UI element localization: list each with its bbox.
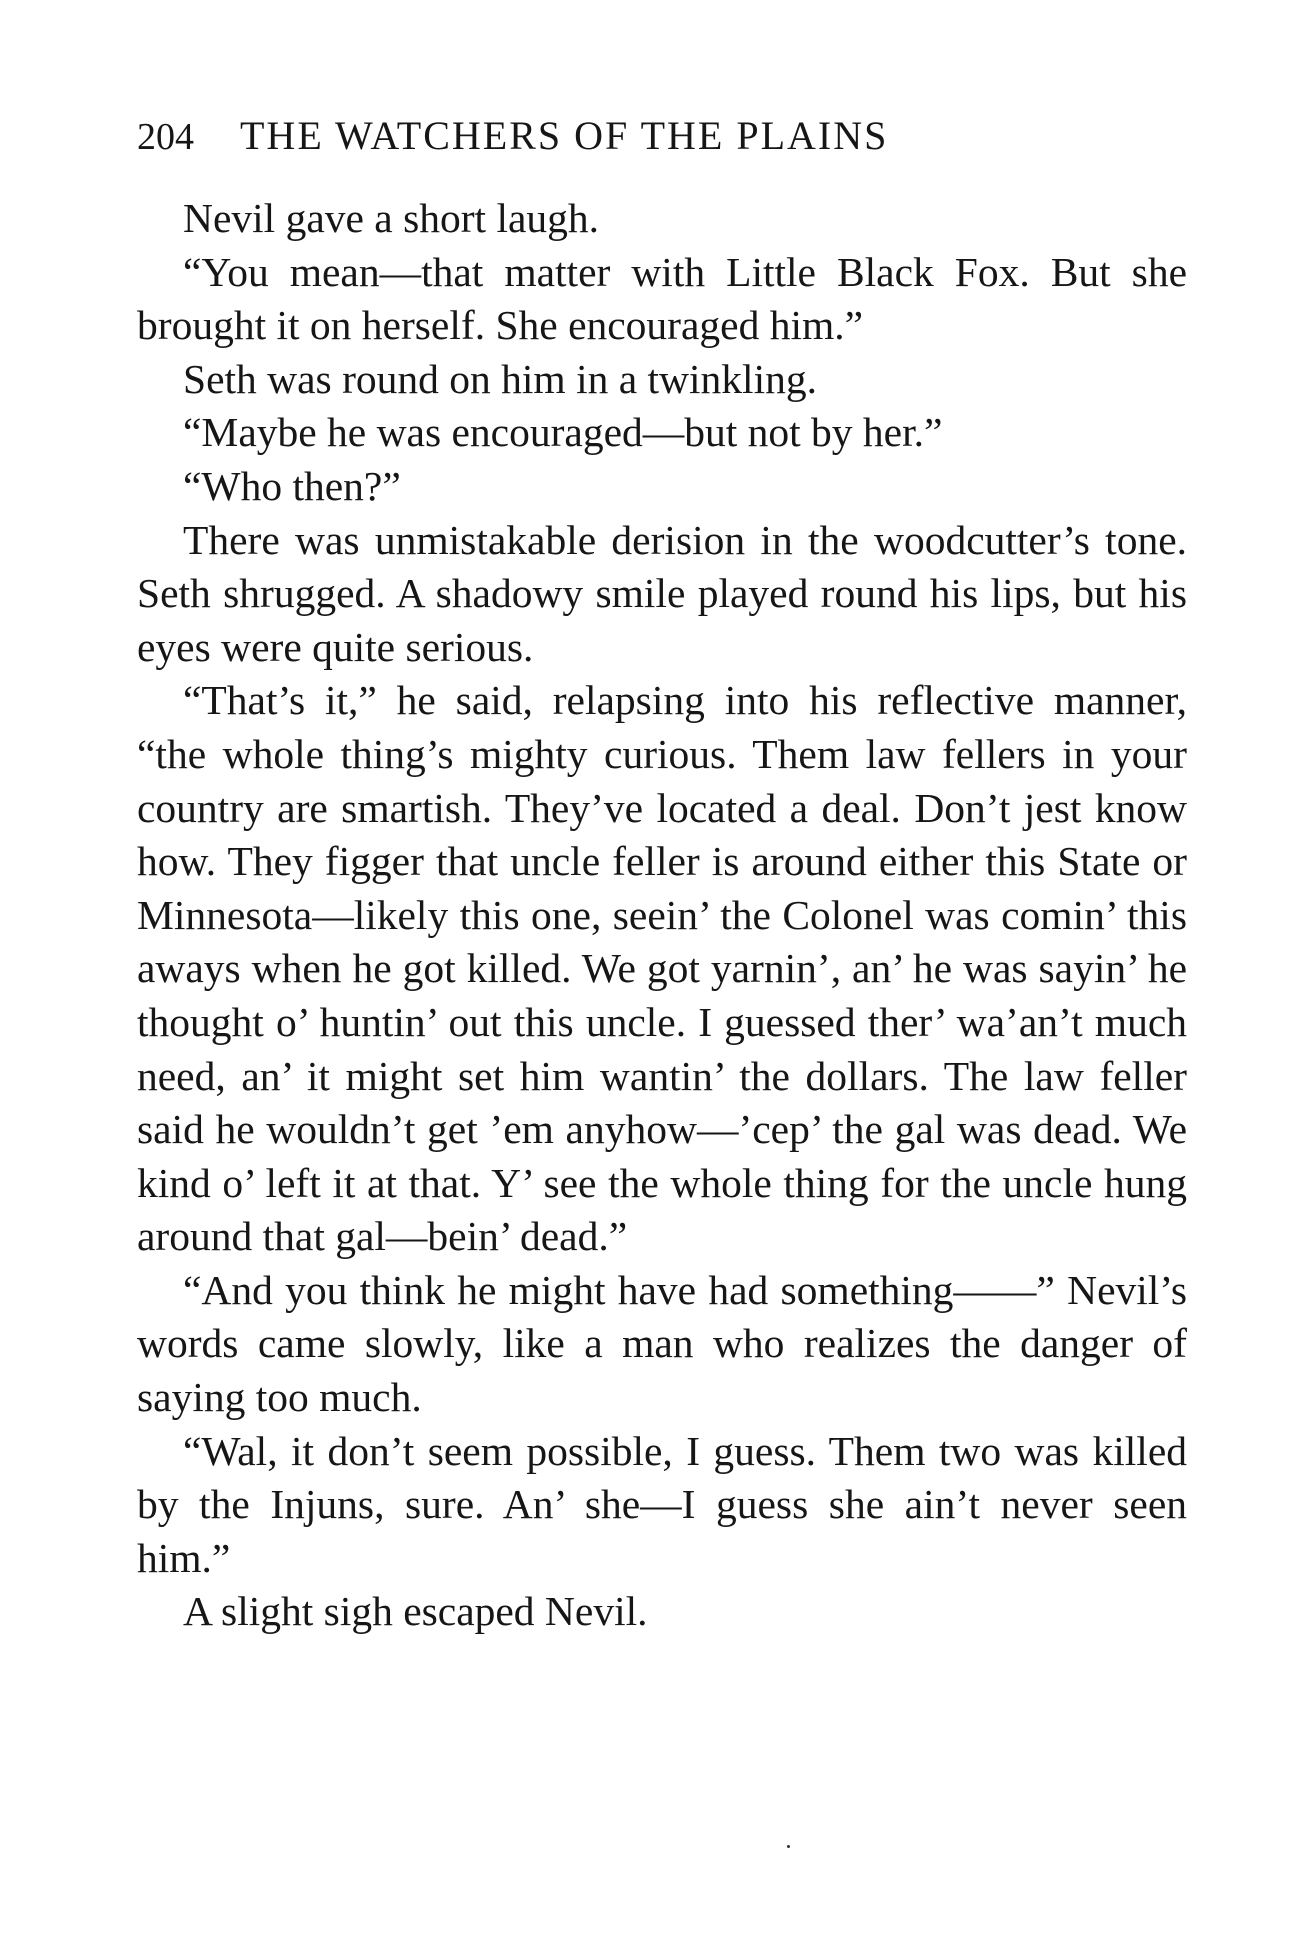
page-header [137, 112, 1187, 170]
body-text [137, 192, 1187, 1639]
paragraph-3: Seth was round on him in a twinkling. [183, 355, 817, 402]
paragraph-4: “Maybe he was encouraged—but not by her.” [183, 409, 943, 456]
paragraph-5: “Who then?” [183, 462, 401, 509]
print-speck [787, 1845, 790, 1848]
book-page [137, 112, 1187, 1639]
paragraph-1: Nevil gave a short laugh. [183, 195, 600, 241]
paragraph-8: “And you think he might have had something——” Nevil’s words came slowly, like a man who realizes the danger of saying too much. [137, 1266, 1187, 1421]
paragraph-6: There was unmistakable derision in the woodcutter’s tone. Seth shrugged. A shadowy smile played round his lips, but his eyes were quite serious. [137, 516, 1187, 670]
paragraph-2: “You mean—that matter with Little Black Fox. But she brought it on herself. She encouraged him.” [137, 248, 1187, 349]
page-number: 204 [137, 116, 194, 158]
paragraph-10: A slight sigh escaped Nevil. [183, 1588, 648, 1635]
paragraph-9: “Wal, it don’t seem possible, I guess. Them two was killed by the Injuns, sure. An’ she—I guess she ain’t never seen him.” [137, 1427, 1187, 1581]
running-head: THE WATCHERS OF THE PLAINS [240, 113, 889, 158]
paragraph-7: “That’s it,” he said, relapsing into his reflective manner, “the whole thing’s mighty curious. Them law fellers in your country are smartish. They’ve located a deal. Don’t jest know how. They figger that uncle feller is around either this State or Minnesota—likely this one, seein’ the Colonel was comin’ this aways when he got killed. We got yarnin’, an’ he was sayin’ he thought o’ huntin’ out this uncle. I guessed ther’ wa’an’t much need, an’ it might set him wantin’ the dollars. The law feller said he wouldn’t get ’em anyhow—’cep’ the gal was dead. We kind o’ left it at that. Y’ see the whole thing for the uncle hung around that gal—bein’ dead.” [137, 677, 1187, 1260]
